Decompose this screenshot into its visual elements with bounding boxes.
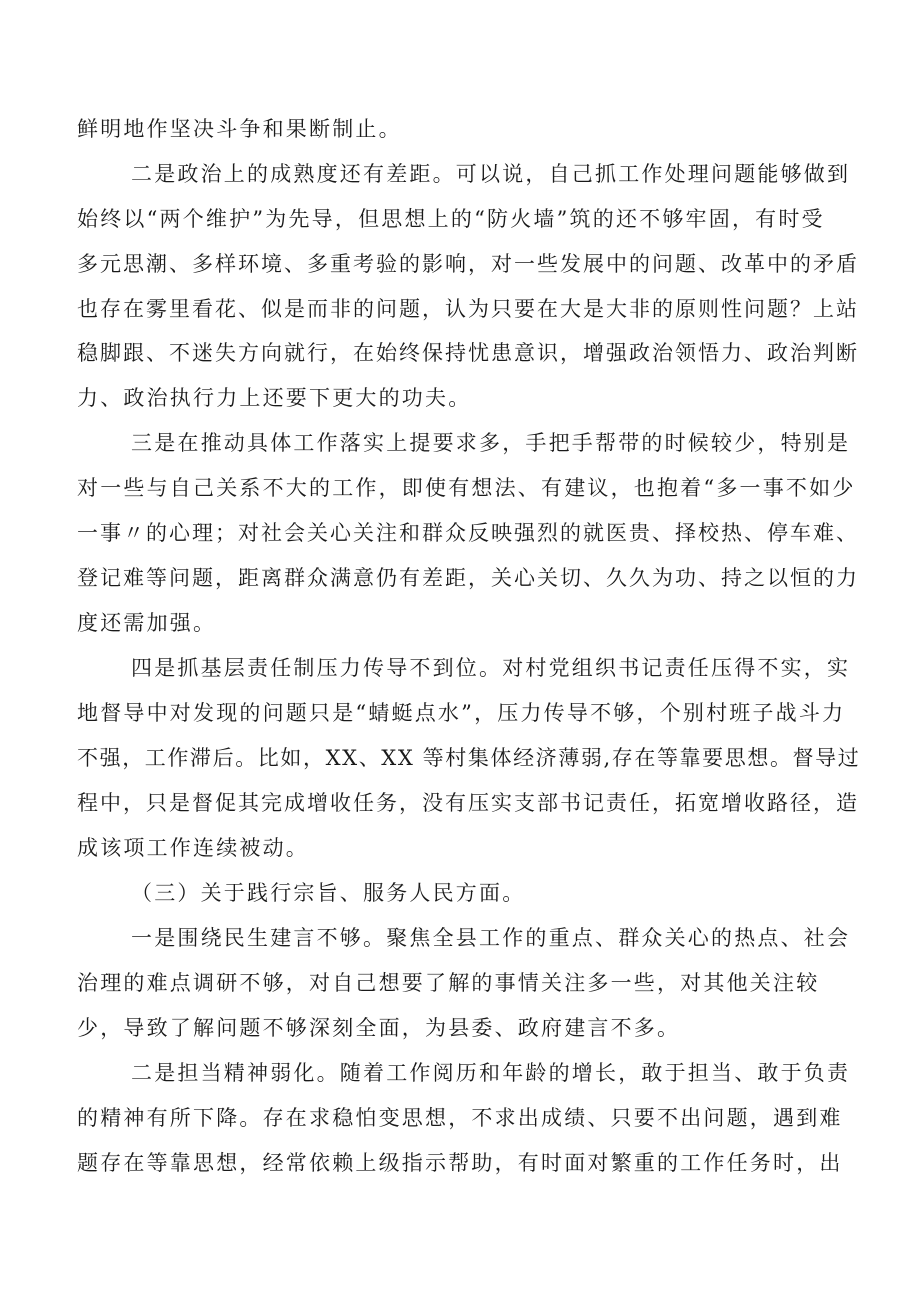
text-line: 一是围绕民生建言不够。聚焦全县工作的重点、群众关心的热点、社会 xyxy=(131,926,851,950)
text-line: 力、政治执行力上还要下更大的功夫。 xyxy=(77,386,472,410)
text-line: 四是抓基层责任制压力传导不到位。对村党组织书记责任压得不实，实 xyxy=(131,656,851,680)
text-line: 鲜明地作坚决斗争和果断制止。 xyxy=(77,117,402,141)
text-line: 三是在推动具体工作落实上提要求多，手把手帮带的时候较少，特别是 xyxy=(131,431,851,455)
text-line: 二是政治上的成熟度还有差距。可以说，自己抓工作处理问题能够做到 xyxy=(131,162,851,186)
text-line: 题存在等靠思想，经常依赖上级指示帮助，有时面对繁重的工作任务时，出 xyxy=(77,1151,843,1175)
text-line: 也存在雾里看花、似是而非的问题，认为只要在大是大非的原则性问题？上站 xyxy=(77,297,859,321)
text-line: 始终以“两个维护”为先导，但思想上的“防火墙”筑的还不够牢固，有时受 xyxy=(77,207,825,231)
text-line: 治理的难点调研不够，对自己想要了解的事情关注多一些，对其他关注较 xyxy=(77,971,820,995)
text-line: 地督导中对发现的问题只是“蜻蜓点水”，压力传导不够，个别村班子战斗力 xyxy=(77,701,846,725)
text-line: 成该项工作连续被动。 xyxy=(77,836,309,860)
text-line: 的精神有所下降。存在求稳怕变思想，不求出成绩、只要不出问题，遇到难 xyxy=(77,1106,843,1130)
text-line: 度还需加强。 xyxy=(77,611,217,635)
text-line: 对一些与自己关系不大的工作，即使有想法、有建议，也抱着“多一事不如少 xyxy=(77,476,856,500)
section-heading: （三）关于践行宗旨、服务人民方面。 xyxy=(131,881,526,905)
text-line: 少，导致了解问题不够深刻全面，为县委、政府建言不多。 xyxy=(77,1016,681,1040)
text-line: 登记难等问题，距离群众满意仍有差距，关心关切、久久为功、持之以恒的力 xyxy=(77,566,859,590)
text-line: 稳脚跟、不迷失方向就行，在始终保持忧患意识，增强政治领悟力、政治判断 xyxy=(77,341,859,365)
text-line: 二是担当精神弱化。随着工作阅历和年龄的增长，敢于担当、敢于负责 xyxy=(131,1061,851,1085)
text-line: 不强，工作滞后。比如，XX、XX 等村集体经济薄弱,存在等靠要思想。督导过 xyxy=(77,746,861,770)
text-line: 一事〃的心理；对社会关心关注和群众反映强烈的就医贵、择校热、停车难、 xyxy=(77,521,859,545)
text-line: 多元思潮、多样环境、多重考验的影响，对一些发展中的问题、改革中的矛盾 xyxy=(77,252,859,276)
text-line: 程中，只是督促其完成增收任务，没有压实支部书记责任，拓宽增收路径，造 xyxy=(77,791,859,815)
